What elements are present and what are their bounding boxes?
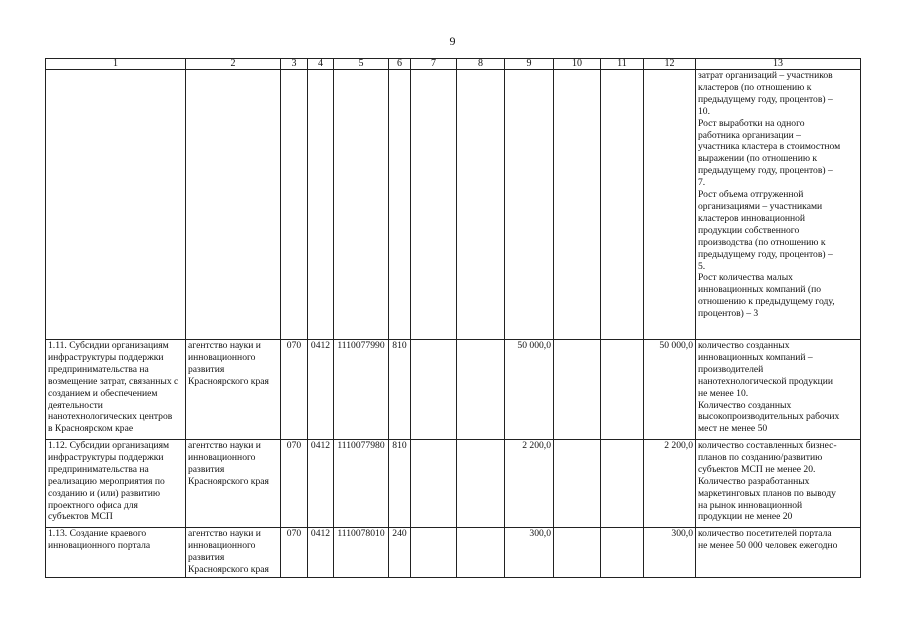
column-header: 9: [505, 59, 554, 70]
amount-cell: 2 200,0: [505, 440, 554, 528]
empty-cell: [601, 70, 644, 340]
column-header: 4: [308, 59, 334, 70]
table-row: [46, 340, 861, 440]
code-rzpr-cell: [308, 70, 334, 340]
column-header: 3: [281, 59, 308, 70]
result-cell: количество составленных бизнес- планов по созданию/развитию субъектов МСП не менее 20. Количество разработанных маркетинговых планов по выводу на рынок инновационной продукции не менее 20: [696, 440, 861, 528]
measure-name-cell: [46, 70, 186, 340]
column-header: 1: [46, 59, 186, 70]
table-row: [46, 440, 861, 528]
code-grbs-cell: 070: [281, 340, 308, 440]
budget-table: [45, 58, 861, 578]
empty-cell: [554, 440, 601, 528]
empty-cell: [601, 528, 644, 578]
code-csr-cell: [334, 70, 389, 340]
code-rzpr-cell: 0412: [308, 440, 334, 528]
code-csr-cell: 1110078010: [334, 528, 389, 578]
empty-cell: [601, 340, 644, 440]
column-header: 8: [457, 59, 505, 70]
result-cell: количество посетителей портала не менее 50 000 человек ежегодно: [696, 528, 861, 578]
administrator-cell: агентство науки и инновационного развития Красноярского края: [186, 440, 281, 528]
empty-cell: [457, 440, 505, 528]
empty-cell: [411, 340, 457, 440]
column-header: 2: [186, 59, 281, 70]
total-cell: [644, 70, 696, 340]
empty-cell: [554, 70, 601, 340]
code-vr-cell: 240: [389, 528, 411, 578]
empty-cell: [457, 340, 505, 440]
result-cell: количество созданных инновационных компаний – производителей нанотехнологической продукции не менее 10. Количество созданных высокопроизводительных рабочих мест не менее 50: [696, 340, 861, 440]
empty-cell: [554, 528, 601, 578]
administrator-cell: агентство науки и инновационного развития Красноярского края: [186, 528, 281, 578]
code-rzpr-cell: 0412: [308, 528, 334, 578]
column-header: 6: [389, 59, 411, 70]
empty-cell: [457, 70, 505, 340]
amount-cell: [505, 70, 554, 340]
code-csr-cell: 1110077990: [334, 340, 389, 440]
column-header: 12: [644, 59, 696, 70]
code-grbs-cell: 070: [281, 528, 308, 578]
administrator-cell: [186, 70, 281, 340]
code-vr-cell: [389, 70, 411, 340]
amount-cell: 50 000,0: [505, 340, 554, 440]
code-vr-cell: 810: [389, 340, 411, 440]
empty-cell: [601, 440, 644, 528]
code-vr-cell: 810: [389, 440, 411, 528]
code-rzpr-cell: 0412: [308, 340, 334, 440]
column-header: 11: [601, 59, 644, 70]
empty-cell: [457, 528, 505, 578]
column-header: 10: [554, 59, 601, 70]
measure-name-cell: 1.11. Субсидии организациям инфраструктуры поддержки предпринимательства на возмещение затрат, связанных с созданием и обеспечением деятельности нанотехнологических центров в Красноярском крае: [46, 340, 186, 440]
total-cell: 50 000,0: [644, 340, 696, 440]
table-row: [46, 70, 861, 340]
empty-cell: [411, 70, 457, 340]
column-header: 5: [334, 59, 389, 70]
column-header: 7: [411, 59, 457, 70]
amount-cell: 300,0: [505, 528, 554, 578]
code-grbs-cell: 070: [281, 440, 308, 528]
total-cell: 300,0: [644, 528, 696, 578]
empty-cell: [554, 340, 601, 440]
column-header: 13: [696, 59, 861, 70]
code-grbs-cell: [281, 70, 308, 340]
empty-cell: [411, 528, 457, 578]
page-number: 9: [449, 34, 456, 48]
total-cell: 2 200,0: [644, 440, 696, 528]
table-header-row: [46, 59, 861, 70]
measure-name-cell: 1.13. Создание краевого инновационного портала: [46, 528, 186, 578]
empty-cell: [411, 440, 457, 528]
administrator-cell: агентство науки и инновационного развития Красноярского края: [186, 340, 281, 440]
result-cell: затрат организаций – участников кластеров (по отношению к предыдущему году, процентов) – 10. Рост выработки на одного работника организации – участника кластера в стоимостном выражении (по отношению к предыдущему году, процентов) – 7. Рост объема отгруженной организациями – участниками кластеров инновационной продукции собственного производства (по отношению к предыдущему году, процентов) – 5. Рост количества малых инновационных компаний (по отношению к предыдущему году, процентов) – 3: [696, 70, 861, 340]
code-csr-cell: 1110077980: [334, 440, 389, 528]
measure-name-cell: 1.12. Субсидии организациям инфраструктуры поддержки предпринимательства на реализацию мероприятия по созданию и (или) развитию проектного офиса для субъектов МСП: [46, 440, 186, 528]
table-row: [46, 528, 861, 578]
